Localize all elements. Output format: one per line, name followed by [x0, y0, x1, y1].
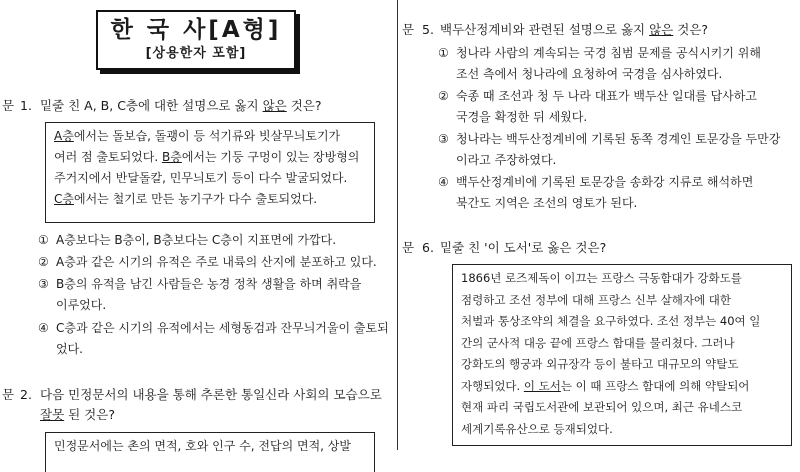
- passage-line: 세계기록유산으로 등재되었다.: [461, 421, 613, 436]
- passage-line: 간의 군사적 대응 끝에 프랑스 함대를 물리쳤다. 그러나: [461, 335, 735, 350]
- question-text: 밑줄 친 A, B, C층에 대한 설명으로 옳지 않은 것은?: [40, 98, 322, 113]
- question-text: 밑줄 친 '이 도서'로 옳은 것은?: [440, 240, 607, 255]
- question-number: 5.: [422, 22, 434, 37]
- passage-line: 여러 점 출토되었다. B층에서는 기둥 구멍이 있는 장방형의: [54, 150, 360, 164]
- passage-line: 자행되었다. 이 도서는 이 때 프랑스 함대에 의해 약탈되어: [461, 378, 750, 393]
- exam-title-box: [96, 10, 296, 70]
- passage-line: 처벌과 통상조약의 체결을 요구하였다. 조선 정부는 40여 일: [461, 314, 761, 328]
- passage-line: 주거지에서 반달돌칼, 민무늬토기 등이 다수 발굴되었다.: [54, 171, 348, 185]
- passage-line: 1866년 로즈제독이 이끄는 프랑스 극동함대가 강화도를: [461, 271, 742, 285]
- question-number: 6.: [422, 240, 434, 255]
- right-column: 문 5. 백두산정계비와 관련된 설명으로 옳지 않은 것은? ① 청나라 사람의 계속되는 국경 침범 문제를 공식시키기 위해 조선 측에서 청나라에 요청하여 국경을 심사하였다. ② 숙종 때 조선과 청 두 나라 대표가 백두산 일대를 답사하고 국경을 확정한 뒤 세웠다. ③ 청나라는 백두산정계비에 기록된 동쪽 경계인 토문강을 두만강 이라고 주장하였다. ④ 백두산정계비에 기록된 토문강을 송화강 지류로 해석하면 북간도 지역은 조선의 영토가 된다. 문 6. 밑줄 친 '이 도서'로 옳은 것은? 1866년 로즈제독이 이끄는 프랑스 극동함대가 강화도를 점령하고 조선 정부에 대해 프랑스 신부 살해자에 대한 처벌과 통상조약의 체결을 요구하였다. 조선 정부는 40여 일 간의 군사적 대응 끝에 프랑스 함대를 물리쳤다. 그러나 강화도의 행궁과 외규장각 등이 불타고 대규모의 약탈도 자행되었다. 이 도서는 이 때 프랑스 함대에 의해 약탈되어 현재 파리 국립도서관에 보관되어 있으며, 최근 유네스코 세계기록유산으로 등재되었다.: [398, 0, 800, 450]
- question-2-stem: [2, 385, 392, 425]
- question-1-stem: [2, 96, 392, 116]
- passage-line: 강화도의 행궁과 외규장각 등이 불타고 대규모의 약탈도: [461, 357, 739, 371]
- question-number: 2.: [20, 387, 32, 402]
- question-label: 문: [2, 387, 15, 402]
- question-2-passage: [45, 432, 375, 472]
- question-text: 백두산정계비와 관련된 설명으로 옳지 않은 것은?: [440, 22, 709, 37]
- question-label: 문: [2, 98, 15, 113]
- passage-line: A층에서는 돌보습, 돌괭이 등 석기류와 빗살무늬토기가: [54, 129, 341, 143]
- question-text-cont: 잘못 된 것은?: [40, 407, 115, 422]
- exam-title: 한 국 사[A형]: [110, 17, 282, 43]
- question-6-stem: [402, 238, 797, 258]
- passage-line: 민정문서에는 촌의 면적, 호와 인구 수, 전답의 면적, 상발: [54, 439, 351, 453]
- question-label: 문: [402, 22, 415, 37]
- passage-line: 현재 파리 국립도서관에 보관되어 있으며, 최근 유네스코: [461, 400, 743, 414]
- exam-subtitle: [상용한자 포함]: [145, 46, 247, 61]
- passage-line: 점령하고 조선 정부에 대해 프랑스 신부 살해자에 대한: [461, 292, 731, 307]
- question-5-stem: [402, 20, 797, 40]
- question-1-passage: [45, 122, 375, 223]
- passage-line: C층에서는 철기로 만든 농기구가 다수 출토되었다.: [54, 192, 318, 206]
- question-6-passage: [452, 264, 792, 446]
- question-number: 1.: [20, 98, 32, 113]
- question-text: 다음 민정문서의 내용을 통해 추론한 통일신라 사회의 모습으로: [40, 387, 382, 402]
- left-column: 한 국 사[A형] [상용한자 포함] 문 1. 밑줄 친 A, B, C층에 대한 설명으로 옳지 않은 것은? A층에서는 돌보습, 돌괭이 등 석기류와 빗살무늬토기가 여러 점 출토되었다. B층에서는 기둥 구멍이 있는 장방형의 주거지에서 반달돌칼, 민무늬토기 등이 다수 발굴되었다. C층에서는 철기로 만든 농기구가 다수 출토되었다. ① A층보다는 B층이, B층보다는 C층이 지표면에 가깝다. ② A층과 같은 시기의 유적은 주로 내륙의 산지에 분포하고 있다. ③ B층의 유적을 남긴 사람들은 농경 정착 생활을 하며 취락을 이루었다. ④ C층과 같은 시기의 유적에서는 세형동검과 잔무늬거울이 출토되 었다. 문 2. 다음 민정문서의 내용을 통해 추론한 통일신라 사회의 모습으로 잘못 된 것은? 민정문서에는 촌의 면적, 호와 인구 수, 전답의 면적, 상발: [0, 0, 396, 450]
- question-label: 문: [402, 240, 415, 255]
